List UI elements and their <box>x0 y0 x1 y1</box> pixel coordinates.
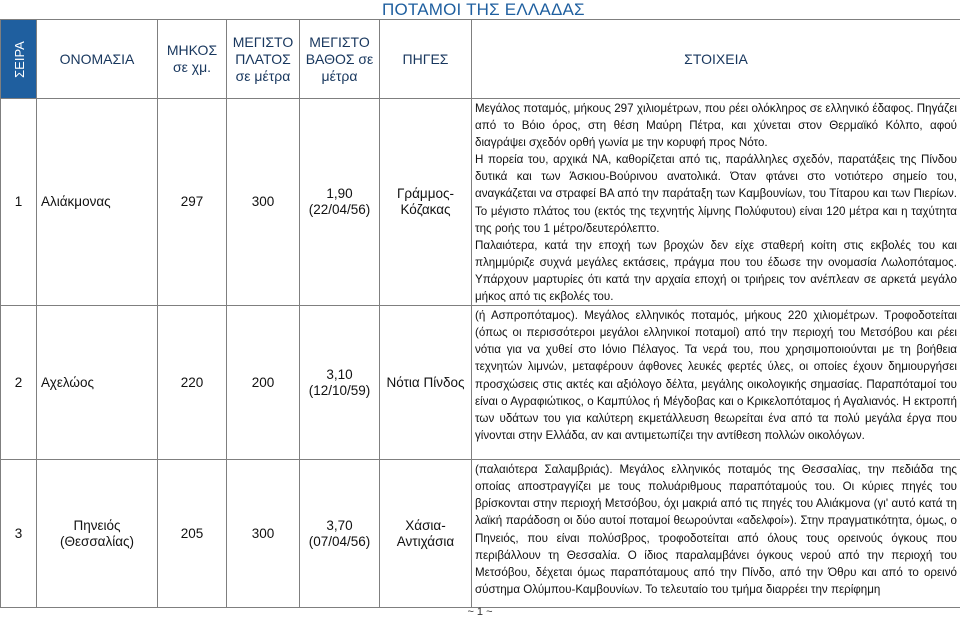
row-number: 3 <box>1 460 37 608</box>
river-sources: Νότια Πίνδος <box>380 306 472 460</box>
description-paragraph: Η πορεία του, αρχικά ΝΑ, καθορίζεται από τις, παράλληλες σχεδόν, παρατάξεις της Πίνδου δυτικά και των Άσκιου-Βούρινου ανατολικά. Όταν φτάνει στο νοτιότερο σημείο του, αναγκάζεται να στραφεί ΒΑ από την παράταξη των Καμβουνίων, του Τίταρου και των Πιερίων. Το μέγιστο πλάτος του (εκτός της τεχνητής λίμνης Πολύφυτου) είναι 120 μέτρα και η ταχύτητα της ροής του 1 μέτρο/δευτερόλεπτο. <box>475 153 957 235</box>
river-width: 300 <box>227 99 300 306</box>
river-description <box>472 460 960 608</box>
river-sources: Χάσια-Αντιχάσια <box>380 460 472 608</box>
river-name: Πηνειός (Θεσσαλίας) <box>37 460 158 608</box>
river-width: 200 <box>227 306 300 460</box>
rivers-table <box>0 19 960 608</box>
header-depth: ΜΕΓΙΣΤΟ ΒΑΘΟΣ σε μέτρα <box>300 20 380 99</box>
depth-value: 3,10 <box>326 366 353 382</box>
header-name: ΟΝΟΜΑΣΙΑ <box>37 20 158 99</box>
river-width: 300 <box>227 460 300 608</box>
river-description <box>472 99 960 306</box>
river-length: 205 <box>158 460 227 608</box>
header-width: ΜΕΓΙΣΤΟ ΠΛΑΤΟΣ σε μέτρα <box>227 20 300 99</box>
river-length: 297 <box>158 99 227 306</box>
page-number: ~ 1 ~ <box>467 606 493 618</box>
river-description <box>472 306 960 460</box>
river-sources: Γράμμος-Κόζακας <box>380 99 472 306</box>
table-row <box>1 306 960 460</box>
header-row <box>1 20 960 99</box>
row-number: 2 <box>1 306 37 460</box>
description-paragraph: Μεγάλος ποταμός, μήκους 297 χιλιομέτρων, που ρέει ολόκληρος σε ελληνικό έδαφος. Πηγάζει από το Βόιο όρος, στη θέση Μαύρη Πέτρα, και χύνεται στον Θερμαϊκό Κόλπο, αφού διαγράψει σχεδόν ορθή γωνία με την κορυφή προς Νότο. <box>475 102 957 150</box>
depth-date: (22/04/56) <box>308 202 371 218</box>
depth-value: 1,90 <box>326 186 353 202</box>
river-name: Αχελώος <box>37 306 158 460</box>
row-number: 1 <box>1 99 37 306</box>
header-seira: ΣΕΙΡΑ <box>1 20 37 99</box>
description-paragraph: (παλαιότερα Σαλαμβριάς). Μεγάλος ελληνικός ποταμός της Θεσσαλίας, την πεδιάδα της οποίας αποστραγγίζει με τους πολυάριθμους παραπόταμούς του. Οι κύριες πηγές του βρίσκονται στην περιοχή Μετσόβου, όχι μακριά από τις πηγές του Αλιάκμονα (γι' αυτό κατά τη λαϊκή παράδοση οι δύο αυτοί ποταμοί θεωρούνται «αδελφοί»). Στην πραγματικότητα, όμως, ο Πηνειός, που είναι πολύσβρος, τροφοδοτείται από όλους τους ορεινούς όγκους που περιβάλλουν τη Θεσσαλία. Ο ίδιος παραλαμβάνει όγκους νερού από την περιοχή του Μετσόβου, δέχεται όμως παραπόταμους από την Πίνδο, από την Όθρυ και από το ορεινό σύστημα Ολύμπου-Καμβουνίων. Το τελευταίο του τμήμα διαρρέει την περίφημη <box>475 463 957 596</box>
river-depth <box>300 99 380 306</box>
depth-value: 3,70 <box>326 517 353 533</box>
description-paragraph: (ή Ασπροπόταμος). Μεγάλος ελληνικός ποταμός, μήκους 220 χιλιομέτρων. Τροφοδοτείται (όπως οι περισσότεροι μεγάλοι ελληνικοί ποταμοί) από την περιοχή του Μετσόβου και ρέει νότια για να χυθεί στο Ιόνιο Πέλαγος. Τα νερά του, που χρησιμοποιούνται με τη βοήθεια τεχνητών λιμνών, μεταφέρουν άφθονες λευκές φερτές ύλες, οι οποίες έχουν δημιουργήσει προσχώσεις στις ακτές και αξιόλογο δέλτα, μεγάλης οικολογικής σημασίας. Παραπόταμοί του είναι ο Αγραφιώτικος, ο Καμπύλος ή Μέγδοβας και ο Κρικελοπόταμος ή Αγαλιανός. Η εκτροπή των υδάτων του για καλύτερη εκμετάλλευση θεωρείται ένα από τα πολύ μεγάλα έργα που γίνονται στην Ελλάδα, αν και αντιμετωπίζει την αντίθεση πολλών οικολόγων. <box>475 309 957 442</box>
depth-date: (12/10/59) <box>308 382 371 398</box>
document-title: ΠΟΤΑΜΟΙ ΤΗΣ ΕΛΛΑΔΑΣ <box>382 0 585 19</box>
header-details: ΣΤΟΙΧΕΙΑ <box>472 20 960 99</box>
header-sources: ΠΗΓΕΣ <box>380 20 472 99</box>
table-row <box>1 99 960 306</box>
river-depth <box>300 460 380 608</box>
depth-date: (07/04/56) <box>308 533 371 549</box>
river-name: Αλιάκμονας <box>37 99 158 306</box>
description-paragraph: Παλαιότερα, κατά την εποχή των βροχών δεν είχε σταθερή κοίτη στις εκβολές του και πλημμύριζε συχνά μεγάλες εκτάσεις, πράγμα που του έδωσε την ονομασία Λωλοπόταμος. Υπάρχουν μαρτυρίες ότι κατά την αρχαία εποχή οι τριήρεις τον ανέπλεαν σε αρκετά μεγάλο μήκος από τις εκβολές του. <box>475 238 957 304</box>
header-length: ΜΗΚΟΣ σε χμ. <box>158 20 227 99</box>
river-depth <box>300 306 380 460</box>
river-length: 220 <box>158 306 227 460</box>
table-row <box>1 460 960 608</box>
